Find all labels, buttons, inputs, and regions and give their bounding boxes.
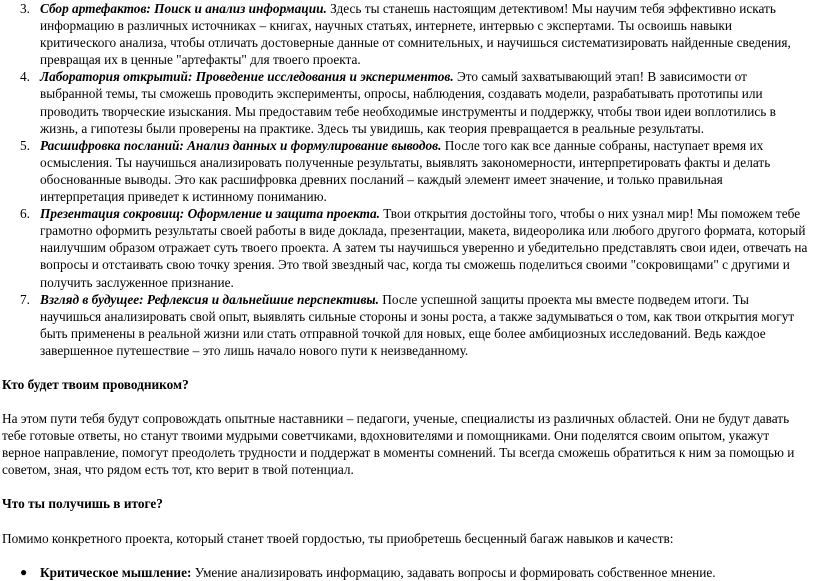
item-text: После того как все данные собраны, наступает время их осмысления. Ты научишься анализировать полученные результаты, выявлять закономерности, интерпретировать факты и делать обоснованные выводы. Это как расшифровка древних посланий – каждый элемент имеет значение, и только правильная интерпретация приведет к истинному пониманию. xyxy=(40,137,771,205)
item-number: 5. xyxy=(20,137,30,153)
guide-paragraph: На этом пути тебя будут сопровождать опытные наставники – педагоги, ученые, специалисты из различных областей. Они не будут давать тебе готовые ответы, но станут твоими мудрыми советчиками, вдохновителями и помощниками. Они поделятся своим опытом, укажут верное направление, помогут преодолеть трудности и поддержат в моменты сомнений. Ты всегда сможешь обратиться к ним за помощью и советом, зная, что рядом есть тот, кто верит в твой потенциал. xyxy=(2,411,795,478)
list-item xyxy=(2,291,808,359)
guide-heading: Кто будет твоим проводником? xyxy=(2,376,189,392)
project-stages-list xyxy=(2,0,808,359)
list-item xyxy=(2,564,808,581)
outcome-paragraph: Помимо конкретного проекта, который станет твоей гордостью, ты приобретешь бесценный багаж навыков и качеств: xyxy=(2,530,674,546)
item-title: Расшифровка посланий: Анализ данных и формулирование выводов. xyxy=(40,137,442,153)
list-item xyxy=(2,137,808,205)
bullet-text: Умение анализировать информацию, задавать вопросы и формировать собственное мнение. xyxy=(191,564,716,580)
item-text: Здесь ты станешь настоящим детективом! Мы научим тебя эффективно искать информацию в различных источниках – книгах, научных статьях, интернете, интервью с экспертами. Ты освоишь навыки критического анализа, чтобы отличать достоверные данные от сомнительных, и научишься систематизировать найденные сведения, превращая их в ценные "артефакты" для твоего проекта. xyxy=(40,1,791,68)
bullet-icon: ● xyxy=(20,564,28,579)
item-number: 3. xyxy=(20,1,30,16)
item-title: Взгляд в будущее: Рефлексия и дальнейшие перспективы. xyxy=(40,291,379,307)
item-title: Сбор артефактов: Поиск и анализ информации. xyxy=(40,1,327,16)
item-title: Презентация сокровищ: Оформление и защита проекта. xyxy=(40,206,380,222)
list-item xyxy=(2,0,808,68)
list-item xyxy=(2,205,808,290)
item-text: После успешной защиты проекта мы вместе подведем итоги. Ты научишься анализировать свой опыт, выявлять сильные стороны и зоны роста, а также задумываться о том, как твои открытия могут быть применены в реальной жизни или стать отправной точкой для новых, еще более амбициозных исследований. Ведь каждое завершенное путешествие – это лишь начало нового пути к неизведанному. xyxy=(40,291,795,358)
item-number: 7. xyxy=(20,291,30,307)
item-number: 6. xyxy=(20,206,30,222)
item-text: Это самый захватывающий этап! В зависимости от выбранной темы, ты сможешь проводить эксперименты, опросы, наблюдения, создавать модели, разрабатывать прототипы или проводить творческие изыскания. Мы предоставим тебе необходимые инструменты и поддержку, чтобы твои идеи воплотились в жизнь, а гипотезы были проверены на практике. Здесь ты увидишь, как теория превращается в реальные результаты. xyxy=(40,69,776,136)
item-title: Лаборатория открытий: Проведение исследования и экспериментов. xyxy=(40,69,454,85)
skills-list xyxy=(2,564,808,581)
item-number: 4. xyxy=(20,69,30,85)
item-text: Твои открытия достойны того, чтобы о них узнал мир! Мы поможем тебе грамотно оформить результаты своей работы в виде доклада, презентации, макета, видеоролика или любого другого формата, который наилучшим образом отражает суть твоего проекта. А затем ты научишься уверенно и убедительно представлять свои идеи, отвечать на вопросы и отстаивать свою точку зрения. Это твой звездный час, когда ты сможешь поделиться своими "сокровищами" с другими и получить заслуженное признание. xyxy=(40,206,808,290)
list-item xyxy=(2,68,808,136)
bullet-title: Критическое мышление: xyxy=(40,564,192,580)
outcome-heading: Что ты получишь в итоге? xyxy=(2,496,163,512)
